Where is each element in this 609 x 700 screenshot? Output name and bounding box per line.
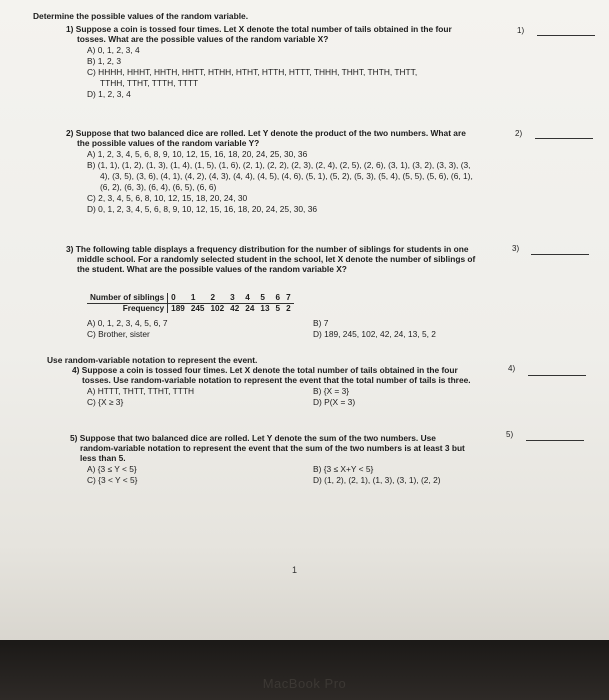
q3-stem-line: 3) The following table displays a frequency distribution for the number of siblings for students in one (66, 244, 469, 254)
q5-option-b[interactable]: B) {3 ≤ X+Y < 5} (313, 464, 374, 474)
q4-option-a[interactable]: A) HTTT, THTT, TTHT, TTTH (87, 386, 195, 396)
table-cell: 5 (257, 293, 272, 303)
q1-option-c-cont: TTHH, TTHT, TTTH, TTTT (100, 78, 199, 88)
table-cell: 7 (283, 293, 294, 303)
q2-stem-line: 2) Suppose that two balanced dice are rolled. Let Y denote the product of the two numbers. What are (66, 128, 466, 138)
q3-answer-blank[interactable] (531, 254, 589, 255)
table-row-label: Number of siblings (87, 293, 168, 303)
q2-option-b[interactable]: B) (1, 1), (1, 2), (1, 3), (1, 4), (1, 5), (1, 6), (2, 1), (2, 2), (2, 3), (2, 4), (2, 5), (2, 6), (3, 1), (3, 2), (3, 3), (3, (87, 160, 471, 170)
laptop-bezel (0, 640, 609, 700)
table-cell: 245 (190, 303, 205, 313)
q2-option-b-cont: (6, 2), (6, 3), (6, 4), (6, 5), (6, 6) (100, 182, 217, 192)
q4-option-c[interactable]: C) {X ≥ 3} (87, 397, 124, 407)
q1-option-c[interactable]: C) HHHH, HHHT, HHTH, HHTT, HTHH, HTHT, HTTH, HTTT, THHH, THHT, THTH, THTT, (87, 67, 418, 77)
q4-answer-blank[interactable] (528, 375, 586, 376)
q5-stem-line: 5) Suppose that two balanced dice are rolled. Let Y denote the sum of the two numbers. Use (70, 433, 436, 443)
section-heading: Use random-variable notation to represent the event. (47, 355, 258, 365)
q5-option-c[interactable]: C) {3 < Y < 5} (87, 475, 138, 485)
table-cell: 2 (208, 293, 228, 303)
q3-stem-line: the student. What are the possible values of the random variable X? (77, 264, 347, 274)
section-heading: Determine the possible values of the random variable. (33, 11, 249, 21)
q4-option-d[interactable]: D) P(X = 3) (313, 397, 356, 407)
table-cell: 5 (275, 303, 281, 313)
q2-option-a[interactable]: A) 1, 2, 3, 4, 5, 6, 8, 9, 10, 12, 15, 16, 18, 20, 24, 25, 30, 36 (87, 149, 308, 159)
q4-stem-line: tosses. Use random-variable notation to represent the event that the total number of tails is three. (82, 375, 471, 385)
q1-stem-line: 1) Suppose a coin is tossed four times. Let X denote the total number of tails obtained in the four (66, 24, 452, 34)
q3-option-b[interactable]: B) 7 (313, 318, 329, 328)
q4-number: 4) (508, 364, 516, 373)
q1-number: 1) (517, 26, 525, 35)
q1-option-a[interactable]: A) 0, 1, 2, 3, 4 (87, 45, 140, 55)
table-row (87, 303, 294, 313)
q2-stem-line: the possible values of the random variable Y? (77, 138, 260, 148)
q4-option-b[interactable]: B) {X = 3} (313, 386, 350, 396)
page-number: 1 (292, 565, 298, 575)
table-cell: 13 (260, 303, 270, 313)
q5-option-d[interactable]: D) (1, 2), (2, 1), (1, 3), (3, 1), (2, 2) (313, 475, 441, 485)
q1-option-d[interactable]: D) 1, 2, 3, 4 (87, 89, 131, 99)
q5-option-a[interactable]: A) {3 ≤ Y < 5} (87, 464, 137, 474)
q2-number: 2) (515, 129, 523, 138)
q3-option-d[interactable]: D) 189, 245, 102, 42, 24, 13, 5, 2 (313, 329, 436, 339)
q5-stem-line: less than 5. (80, 453, 126, 463)
q5-number: 5) (506, 430, 514, 439)
q4-stem-line: 4) Suppose a coin is tossed four times. Let X denote the total number of tails obtained in the four (72, 365, 458, 375)
table-cell: 2 (286, 303, 291, 313)
q5-answer-blank[interactable] (526, 440, 584, 441)
q2-answer-blank[interactable] (535, 138, 593, 139)
q2-option-b-cont: 4), (3, 5), (3, 6), (4, 1), (4, 2), (4, 3), (4, 4), (4, 5), (4, 6), (5, 1), (5, 2), (5, 3), (5, 4), (5, 5), (5, 6), (6, 1), (100, 171, 473, 181)
q3-option-c[interactable]: C) Brother, sister (87, 329, 150, 339)
q5-stem-line: random-variable notation to represent the event that the sum of the two numbers is at least 3 but (80, 443, 465, 453)
q3-number: 3) (512, 244, 520, 253)
table-cell: 0 (168, 293, 188, 303)
table-cell: 24 (245, 303, 255, 313)
table-cell: 3 (227, 293, 242, 303)
table-row (87, 293, 294, 303)
siblings-frequency-table (87, 293, 294, 313)
bezel-brand-text: MacBook Pro (262, 676, 347, 691)
q1-stem-line: tosses. What are the possible values of the random variable X? (77, 34, 329, 44)
table-cell: 6 (273, 293, 284, 303)
table-cell: 42 (230, 303, 240, 313)
table-cell: 189 (171, 303, 185, 313)
table-cell: 4 (242, 293, 257, 303)
q2-option-c[interactable]: C) 2, 3, 4, 5, 6, 8, 10, 12, 15, 18, 20, 24, 30 (87, 193, 248, 203)
q3-option-a[interactable]: A) 0, 1, 2, 3, 4, 5, 6, 7 (87, 318, 168, 328)
table-cell: 1 (188, 293, 208, 303)
q1-answer-blank[interactable] (537, 35, 595, 36)
q1-option-b[interactable]: B) 1, 2, 3 (87, 56, 121, 66)
q2-option-d[interactable]: D) 0, 1, 2, 3, 4, 5, 6, 8, 9, 10, 12, 15, 16, 18, 20, 24, 25, 30, 36 (87, 204, 318, 214)
table-cell: 102 (210, 303, 225, 313)
table-row-label: Frequency (87, 303, 168, 313)
q3-stem-line: middle school. For a randomly selected student in the school, let X denote the number of siblings of (77, 254, 476, 264)
